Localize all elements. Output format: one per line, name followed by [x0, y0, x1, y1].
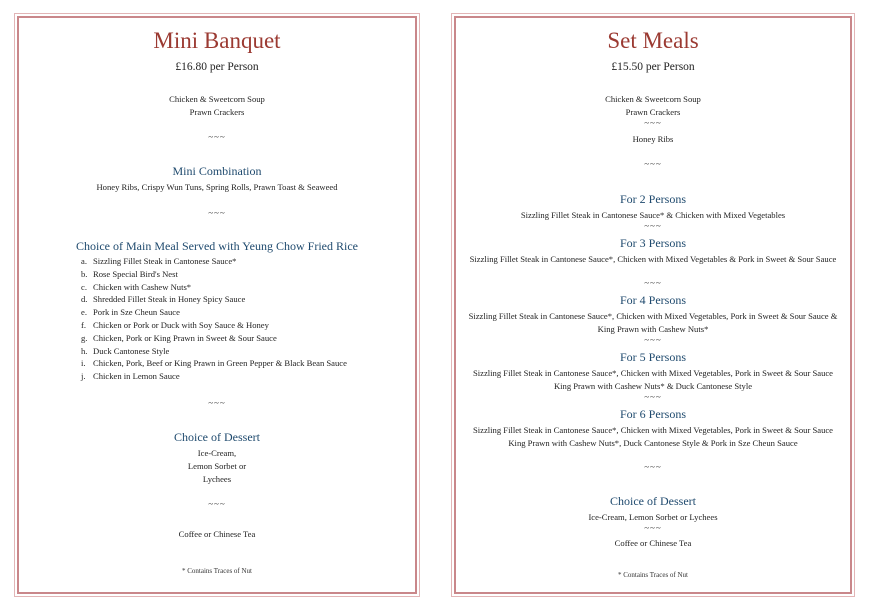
- main-meal-heading: Choice of Main Meal Served with Yeung Chow Fried Rice: [76, 239, 358, 253]
- separator: ~~~: [208, 499, 226, 509]
- list-item: d. Shredded Fillet Steak in Honey Spicy Sauce: [81, 294, 246, 305]
- separator: ~~~: [644, 118, 662, 128]
- for-5-persons-text: Sizzling Fillet Steak in Cantonese Sauce*, Chicken with Mixed Vegetables, Pork in Sweet & Sour Sauce King Prawn with Cashew Nuts* & Duck Cantonese Style: [472, 368, 833, 391]
- nut-note: * Contains Traces of Nut: [618, 571, 688, 579]
- mini-combination-text: Honey Ribs, Crispy Wun Tuns, Spring Rolls, Prawn Toast & Seaweed: [96, 182, 338, 192]
- drinks: Coffee or Chinese Tea: [178, 529, 256, 539]
- set-meals-price: £15.50 per Person: [611, 61, 695, 73]
- drinks: Coffee or Chinese Tea: [614, 538, 692, 548]
- list-item: b. Rose Special Bird's Nest: [81, 268, 178, 279]
- dessert-ice-cream: Ice-Cream,: [197, 448, 237, 458]
- for-6-persons-heading: For 6 Persons: [619, 407, 686, 421]
- mini-banquet-card: [17, 16, 417, 594]
- for-4-persons-text: Sizzling Fillet Steak in Cantonese Sauce*, Chicken with Mixed Vegetables, Pork in Sweet & Sour Sauce & King Prawn with Cashew Nuts*: [468, 311, 838, 334]
- dessert-heading: Choice of Dessert: [174, 430, 260, 444]
- separator: ~~~: [644, 523, 662, 533]
- dessert-lychees: Lychees: [202, 474, 232, 484]
- dessert-heading: Choice of Dessert: [610, 494, 696, 508]
- separator: ~~~: [208, 132, 226, 142]
- dessert-text: Ice-Cream, Lemon Sorbet or Lychees: [588, 512, 718, 522]
- for-5-persons-heading: For 5 Persons: [619, 350, 686, 364]
- main-meal-list: [81, 255, 347, 383]
- starter-soup: Chicken & Sweetcorn Soup: [169, 94, 265, 104]
- for-4-persons-heading: For 4 Persons: [619, 293, 686, 307]
- list-item: g. Chicken, Pork or King Prawn in Sweet & Sour Sauce: [81, 332, 277, 343]
- starter-crackers: Prawn Crackers: [625, 107, 681, 117]
- separator: ~~~: [644, 159, 662, 169]
- separator: ~~~: [644, 392, 662, 402]
- starter-honey-ribs: Honey Ribs: [632, 134, 674, 144]
- mini-combination-heading: Mini Combination: [172, 164, 262, 178]
- for-3-persons-text: Sizzling Fillet Steak in Cantonese Sauce*, Chicken with Mixed Vegetables & Pork in Sweet & Sour Sauce: [469, 254, 837, 264]
- mini-banquet-price: £16.80 per Person: [175, 61, 259, 73]
- separator: ~~~: [208, 208, 226, 218]
- list-item: f. Chicken or Pork or Duck with Soy Sauce & Honey: [81, 319, 269, 330]
- list-item: j. Chicken in Lemon Sauce: [81, 371, 180, 382]
- for-3-persons-heading: For 3 Persons: [619, 236, 686, 250]
- list-item: c. Chicken with Cashew Nuts*: [81, 281, 192, 292]
- list-item: a. Sizzling Fillet Steak in Cantonese Sauce*: [81, 256, 237, 266]
- set-meals-title: Set Meals: [607, 28, 699, 53]
- separator: ~~~: [644, 221, 662, 231]
- for-6-persons-text: Sizzling Fillet Steak in Cantonese Sauce*, Chicken with Mixed Vegetables, Pork in Sweet & Sour Sauce King Prawn with Cashew Nuts*, Duck Cantonese Style & Pork in Sze Cheun Sauce: [472, 425, 833, 448]
- separator: ~~~: [644, 278, 662, 288]
- separator: ~~~: [208, 398, 226, 408]
- for-2-persons-text: Sizzling Fillet Steak in Cantonese Sauce* & Chicken with Mixed Vegetables: [520, 210, 786, 220]
- list-item: i. Chicken, Pork, Beef or King Prawn in Green Pepper & Black Bean Sauce: [81, 358, 347, 369]
- list-item: h. Duck Cantonese Style: [81, 345, 170, 356]
- list-item: e. Pork in Sze Cheun Sauce: [81, 307, 180, 318]
- set-meals-card: [454, 16, 852, 594]
- mini-banquet-title: Mini Banquet: [153, 28, 281, 53]
- separator: ~~~: [644, 335, 662, 345]
- nut-note: * Contains Traces of Nut: [182, 567, 252, 575]
- starter-soup: Chicken & Sweetcorn Soup: [605, 94, 701, 104]
- dessert-sorbet: Lemon Sorbet or: [187, 461, 247, 471]
- starter-crackers: Prawn Crackers: [189, 107, 245, 117]
- for-2-persons-heading: For 2 Persons: [619, 192, 686, 206]
- separator: ~~~: [644, 462, 662, 472]
